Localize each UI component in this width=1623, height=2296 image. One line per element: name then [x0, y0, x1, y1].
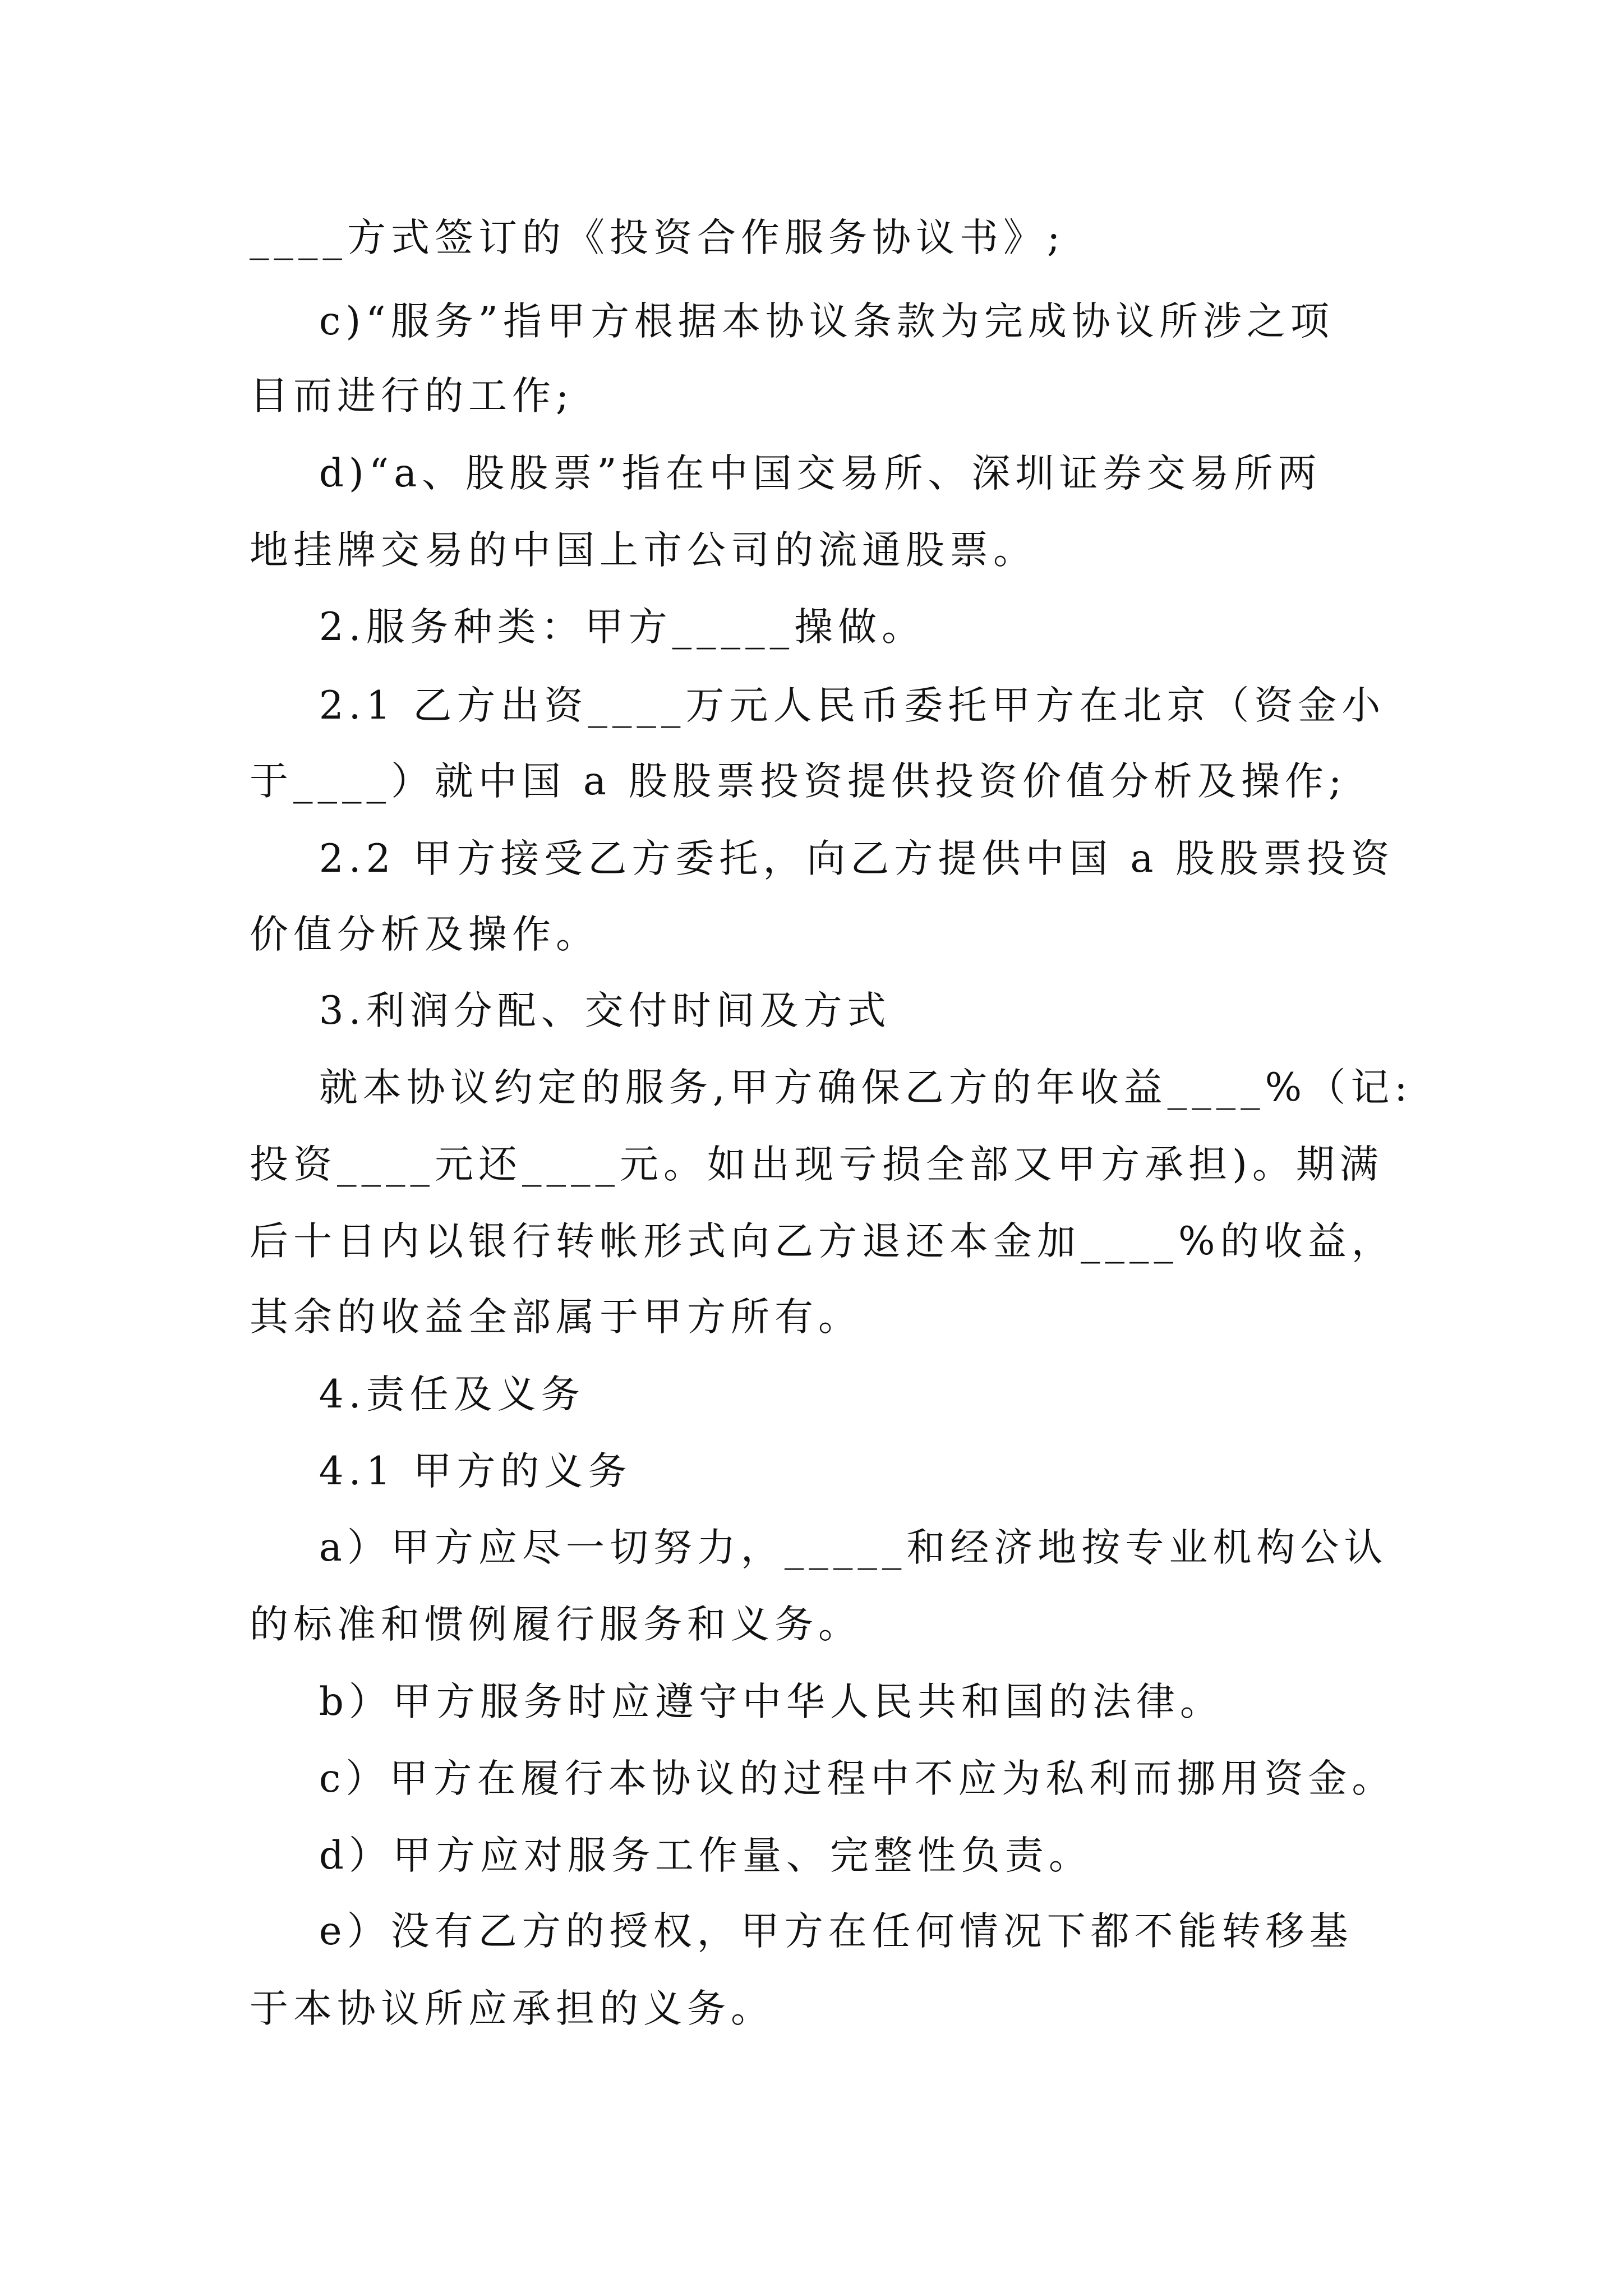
text-line: ____方式签订的《投资合作服务协议书》; [250, 215, 1066, 260]
text-line: 就本协议约定的服务,甲方确保乙方的年收益____%（记: [250, 1065, 1413, 1110]
text-line: 价值分析及操作。 [250, 912, 600, 957]
text-line: 投资____元还____元。如出现亏损全部又甲方承担)。期满 [250, 1142, 1384, 1187]
text-line: 目而进行的工作; [250, 374, 574, 418]
text-line: c）甲方在履行本协议的过程中不应为私利而挪用资金。 [250, 1756, 1396, 1801]
text-line: 的标准和惯例履行服务和义务。 [250, 1602, 862, 1647]
text-line: e）没有乙方的授权，甲方在任何情况下都不能转移基 [250, 1909, 1353, 1954]
text-line: 2.1 乙方出资____万元人民币委托甲方在北京（资金小 [250, 683, 1386, 728]
text-line: 2.服务种类：甲方_____操做。 [250, 605, 926, 650]
text-line: 后十日内以银行转帐形式向乙方退还本金加____%的收益， [250, 1219, 1395, 1264]
text-line: a）甲方应尽一切努力，_____和经济地按专业机构公认 [250, 1525, 1388, 1570]
text-line: c)“服务”指甲方根据本协议条款为完成协议所涉之项 [250, 299, 1334, 344]
text-line: 于____）就中国 a 股股票投资提供投资价值分析及操作; [250, 759, 1347, 804]
text-line: 2.2 甲方接受乙方委托，向乙方提供中国 a 股股票投资 [250, 836, 1395, 881]
text-line: 4.责任及义务 [250, 1372, 585, 1417]
document-page [250, 0, 1413, 2296]
text-line: 4.1 甲方的义务 [250, 1449, 632, 1494]
text-line: 其余的收益全部属于甲方所有。 [250, 1295, 862, 1340]
text-line: 3.利润分配、交付时间及方式 [250, 988, 891, 1033]
text-line: b）甲方服务时应遵守中华人民共和国的法律。 [250, 1680, 1224, 1724]
text-line: 地挂牌交易的中国上市公司的流通股票。 [250, 528, 1037, 573]
text-line: 于本协议所应承担的义务。 [250, 1986, 774, 2031]
text-line: d)“a、股股票”指在中国交易所、深圳证券交易所两 [250, 451, 1322, 496]
text-line: d）甲方应对服务工作量、完整性负责。 [250, 1833, 1092, 1878]
